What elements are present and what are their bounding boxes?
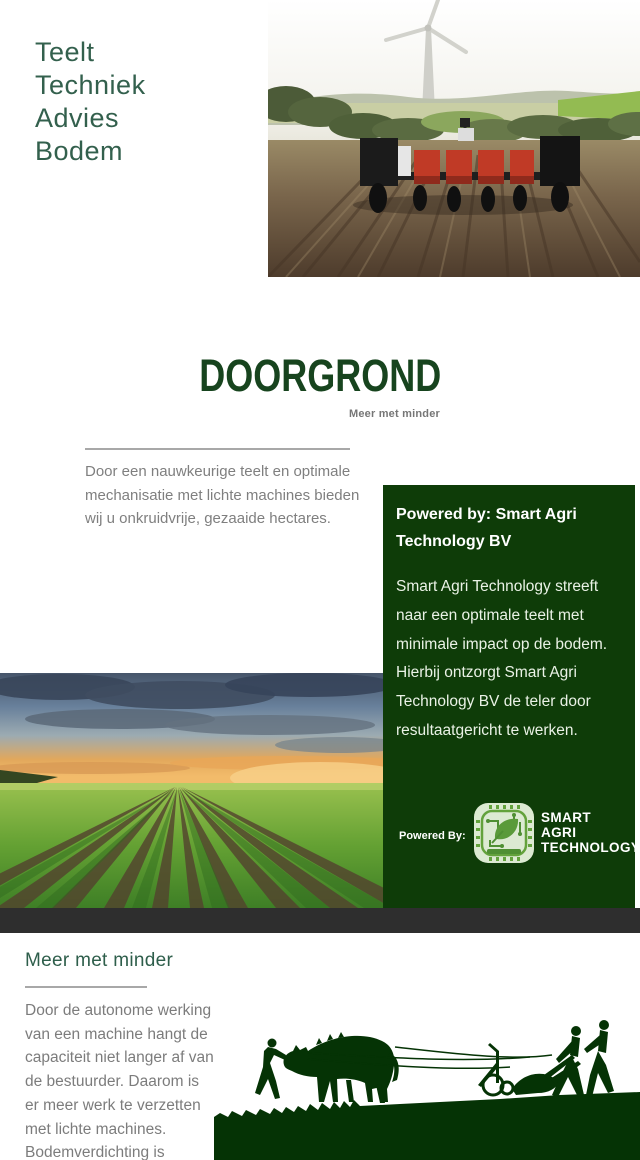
sunset-photo-art xyxy=(0,673,383,908)
horse-plowing-silhouette xyxy=(200,1005,640,1160)
horse-plowing-silhouette-art xyxy=(200,1005,640,1160)
brand-title-line: Teelt xyxy=(35,37,95,67)
smart-agri-logo-icon xyxy=(473,802,535,864)
smart-agri-logo-text: SMART AGRI TECHNOLOGY xyxy=(541,810,640,855)
panel-footer xyxy=(383,800,640,890)
brand-title xyxy=(35,36,146,168)
field-robot-photo xyxy=(268,0,640,277)
dark-divider-band xyxy=(0,908,640,933)
brand-title-line: Advies xyxy=(35,103,120,133)
page-subtitle: Meer met minder xyxy=(348,408,440,420)
field-robot-photo-art xyxy=(268,0,640,277)
section-heading: Meer met minder xyxy=(25,950,174,971)
intro-paragraph: Door een nauwkeurige teelt en optimale mechanisatie met lichte machines bieden wij u onkruidvrije, gezaaide hectares. xyxy=(85,463,360,527)
divider xyxy=(25,986,147,988)
page-title: DOORGROND xyxy=(199,350,441,401)
divider xyxy=(85,448,350,450)
sunset-crop-field-photo xyxy=(0,673,383,908)
brand-title-line: Techniek xyxy=(35,70,146,100)
powered-by-panel xyxy=(383,485,640,908)
powered-by-label: Powered By: xyxy=(399,830,466,842)
section-paragraph: Door de autonome werking van een machine hangt de capaciteit niet langer af van de bestuurder. Daarom is er meer werk te verzetten met lichte machines. Bodemverdichting is xyxy=(25,1002,214,1160)
panel-heading: Powered by: Smart Agri Technology BV xyxy=(396,506,577,550)
brand-title-line: Bodem xyxy=(35,136,124,166)
panel-paragraph: Smart Agri Technology streeft naar een optimale teelt met minimale impact op de bodem. Hierbij ontzorgt Smart Agri Technology BV de teler door resultaatgericht te werken. xyxy=(396,578,608,739)
